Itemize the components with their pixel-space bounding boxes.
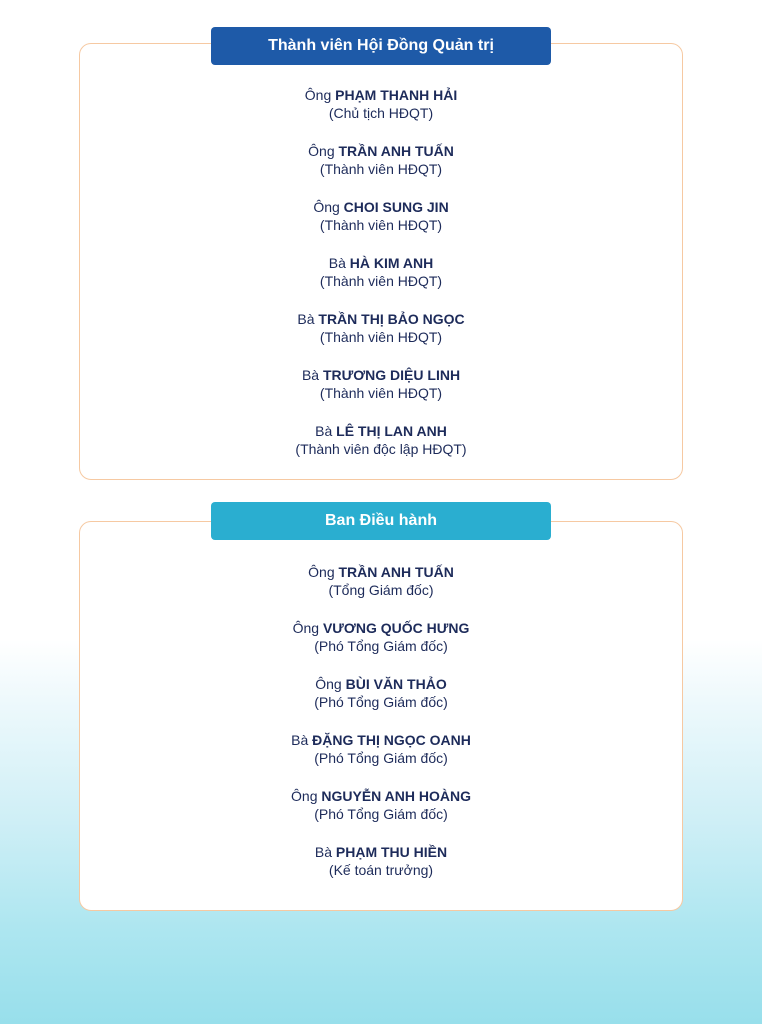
board-members-panel bbox=[79, 43, 683, 480]
member-name: VƯƠNG QUỐC HƯNG bbox=[322, 620, 470, 636]
member-role: (Thành viên HĐQT) bbox=[319, 385, 443, 401]
member-role: (Thành viên HĐQT) bbox=[319, 161, 443, 177]
member-name: TRẦN ANH TUẤN bbox=[338, 143, 454, 159]
member-name: TRƯƠNG DIỆU LINH bbox=[322, 367, 461, 383]
member-honorific: Ông bbox=[304, 87, 332, 103]
member-name-line bbox=[80, 563, 682, 581]
executive-members-list bbox=[80, 563, 682, 899]
member-name: PHẠM THANH HẢI bbox=[335, 87, 458, 103]
member-role: (Phó Tổng Giám đốc) bbox=[314, 806, 448, 822]
member-name-line bbox=[80, 254, 682, 272]
member-name-line bbox=[80, 731, 682, 749]
board-section-title: Thành viên Hội Đồng Quản trị bbox=[211, 27, 551, 65]
board-member-item bbox=[80, 422, 682, 478]
executive-member-item bbox=[80, 619, 682, 675]
board-member-item bbox=[80, 86, 682, 142]
member-name-line bbox=[80, 86, 682, 104]
member-honorific: Bà bbox=[301, 367, 320, 383]
member-name-line bbox=[80, 142, 682, 160]
member-role: (Phó Tổng Giám đốc) bbox=[314, 750, 448, 766]
member-honorific: Bà bbox=[314, 844, 332, 860]
board-member-item bbox=[80, 366, 682, 422]
member-role: (Phó Tổng Giám đốc) bbox=[314, 638, 448, 654]
executive-member-item bbox=[80, 731, 682, 787]
member-name-line bbox=[80, 843, 682, 861]
member-name: HÀ KIM ANH bbox=[349, 255, 434, 271]
member-honorific: Ông bbox=[291, 788, 318, 804]
member-honorific: Ông bbox=[315, 676, 342, 692]
member-name-line bbox=[80, 675, 682, 693]
member-honorific: Ông bbox=[292, 620, 320, 636]
board-members-list bbox=[80, 86, 682, 478]
member-name: ĐẶNG THỊ NGỌC OANH bbox=[312, 732, 471, 748]
member-name: BÙI VĂN THẢO bbox=[345, 676, 447, 692]
member-honorific: Bà bbox=[328, 255, 346, 271]
member-name-line bbox=[80, 366, 682, 384]
board-member-item bbox=[80, 198, 682, 254]
executive-member-item bbox=[80, 675, 682, 731]
member-honorific: Bà bbox=[315, 423, 333, 439]
member-role: (Chủ tịch HĐQT) bbox=[328, 105, 434, 121]
member-name: TRẦN ANH TUẤN bbox=[338, 564, 454, 580]
member-role: (Tổng Giám đốc) bbox=[328, 582, 434, 598]
member-role: (Kế toán trưởng) bbox=[328, 862, 434, 878]
member-role: (Thành viên HĐQT) bbox=[319, 273, 443, 289]
member-honorific: Ông bbox=[313, 199, 340, 215]
member-name: PHẠM THU HIỀN bbox=[335, 844, 448, 860]
executive-board-panel bbox=[79, 521, 683, 911]
member-name-line bbox=[80, 198, 682, 216]
member-honorific: Ông bbox=[308, 143, 335, 159]
member-role: (Phó Tổng Giám đốc) bbox=[314, 694, 448, 710]
member-name-line bbox=[80, 619, 682, 637]
member-name: TRẦN THỊ BẢO NGỌC bbox=[318, 311, 465, 327]
executive-member-item bbox=[80, 843, 682, 899]
member-name-line bbox=[80, 787, 682, 805]
member-role: (Thành viên HĐQT) bbox=[319, 329, 443, 345]
executive-member-item bbox=[80, 787, 682, 843]
member-honorific: Bà bbox=[297, 311, 315, 327]
executive-member-item bbox=[80, 563, 682, 619]
board-member-item bbox=[80, 254, 682, 310]
member-name: NGUYỄN ANH HOÀNG bbox=[321, 788, 471, 804]
executive-section-title: Ban Điều hành bbox=[211, 502, 551, 540]
board-member-item bbox=[80, 310, 682, 366]
member-name: CHOI SUNG JIN bbox=[343, 199, 449, 215]
board-member-item bbox=[80, 142, 682, 198]
member-name: LÊ THỊ LAN ANH bbox=[336, 423, 447, 439]
member-name-line bbox=[80, 422, 682, 440]
member-honorific: Ông bbox=[308, 564, 335, 580]
member-role: (Thành viên độc lập HĐQT) bbox=[295, 441, 467, 457]
member-role: (Thành viên HĐQT) bbox=[319, 217, 443, 233]
member-name-line bbox=[80, 310, 682, 328]
member-honorific: Bà bbox=[291, 732, 309, 748]
